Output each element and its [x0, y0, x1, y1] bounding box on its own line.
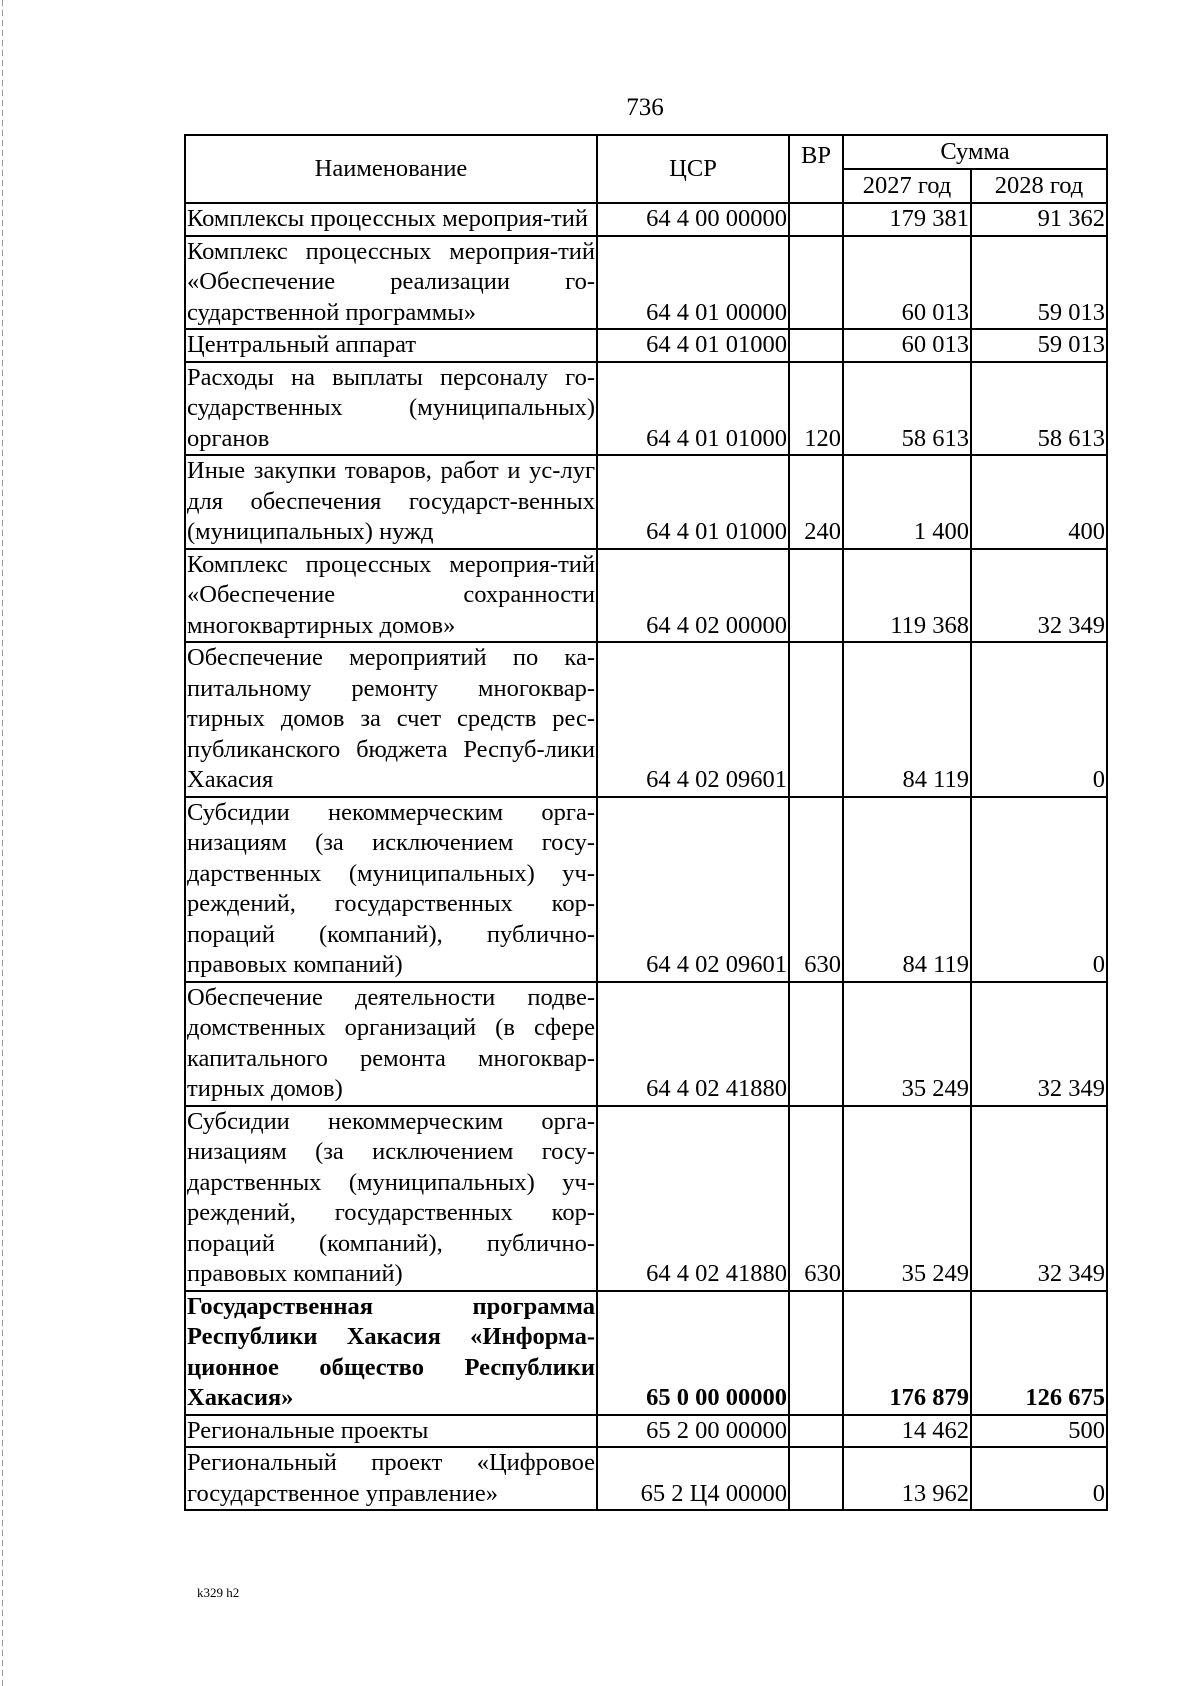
row-name-cell: Обеспечение деятельности подве-домственных организаций (в сфере капитального ремонта многоквар-тирных домов) — [185, 982, 597, 1106]
row-2027-cell: 60 013 — [843, 329, 971, 362]
row-vr-cell: 630 — [789, 797, 843, 982]
row-name-cell: Обеспечение мероприятий по ка-питальному ремонту многоквар-тирных домов за счет средств рес-публиканского бюджета Респуб-лики Хакасия — [185, 642, 597, 797]
row-2027-cell: 58 613 — [843, 362, 971, 456]
row-csr-cell: 64 4 02 09601 — [597, 797, 789, 982]
table-row — [185, 1106, 1107, 1291]
table-header — [185, 135, 1107, 203]
row-2027-cell: 14 462 — [843, 1415, 971, 1448]
row-name-cell: Комплексы процессных мероприя-тий — [185, 203, 597, 236]
row-csr-cell: 64 4 02 00000 — [597, 549, 789, 643]
row-vr-cell — [789, 549, 843, 643]
row-2027-cell: 179 381 — [843, 203, 971, 236]
header-name: Наименование — [185, 135, 597, 203]
row-name-cell: Центральный аппарат — [185, 329, 597, 362]
row-csr-cell: 64 4 02 09601 — [597, 642, 789, 797]
row-2027-cell: 13 962 — [843, 1447, 971, 1510]
row-2027-cell: 35 249 — [843, 1106, 971, 1291]
row-csr-cell: 65 0 00 00000 — [597, 1291, 789, 1415]
row-2027-cell: 35 249 — [843, 982, 971, 1106]
row-vr-cell: 240 — [789, 455, 843, 549]
header-row-top — [185, 135, 1107, 169]
table-row — [185, 549, 1107, 643]
row-vr-cell — [789, 982, 843, 1106]
table-row — [185, 1291, 1107, 1415]
footer-code: k329 h2 — [197, 1585, 240, 1600]
row-vr-cell — [789, 1447, 843, 1510]
row-csr-cell: 64 4 02 41880 — [597, 1106, 789, 1291]
row-vr-cell — [789, 1415, 843, 1448]
row-2028-cell: 59 013 — [971, 329, 1107, 362]
row-2028-cell: 0 — [971, 642, 1107, 797]
table-row — [185, 455, 1107, 549]
row-2027-cell: 84 119 — [843, 642, 971, 797]
row-2028-cell: 58 613 — [971, 362, 1107, 456]
row-2027-cell: 176 879 — [843, 1291, 971, 1415]
table-row — [185, 642, 1107, 797]
row-vr-cell — [789, 236, 843, 330]
row-csr-cell: 64 4 00 00000 — [597, 203, 789, 236]
row-2028-cell: 32 349 — [971, 549, 1107, 643]
row-name-cell: Государственная программа Республики Хакасия «Информа-ционное общество Республики Хакасия» — [185, 1291, 597, 1415]
table-row — [185, 982, 1107, 1106]
row-name-cell: Комплекс процессных мероприя-тий «Обеспечение сохранности многоквартирных домов» — [185, 549, 597, 643]
row-vr-cell: 120 — [789, 362, 843, 456]
row-vr-cell: 630 — [789, 1106, 843, 1291]
table-row — [185, 203, 1107, 236]
row-csr-cell: 65 2 Ц4 00000 — [597, 1447, 789, 1510]
row-name-cell: Иные закупки товаров, работ и ус-луг для обеспечения государст-венных (муниципальных) нужд — [185, 455, 597, 549]
table-row — [185, 1415, 1107, 1448]
row-2028-cell: 91 362 — [971, 203, 1107, 236]
row-2028-cell: 0 — [971, 1447, 1107, 1510]
row-name-cell: Расходы на выплаты персоналу го-сударственных (муниципальных) органов — [185, 362, 597, 456]
page-number: 736 — [626, 94, 664, 121]
row-2028-cell: 400 — [971, 455, 1107, 549]
row-2028-cell: 32 349 — [971, 1106, 1107, 1291]
table-row — [185, 1447, 1107, 1510]
row-name-cell: Региональный проект «Цифровое государственное управление» — [185, 1447, 597, 1510]
header-year-2028: 2028 год — [971, 169, 1107, 203]
row-csr-cell: 64 4 01 01000 — [597, 455, 789, 549]
row-name-cell: Субсидии некоммерческим орга-низациям (за исключением госу-дарственных (муниципальных) уч-реждений, государственных кор-пораций (компаний), публично-правовых компаний) — [185, 797, 597, 982]
row-csr-cell: 64 4 01 01000 — [597, 362, 789, 456]
row-2028-cell: 32 349 — [971, 982, 1107, 1106]
row-vr-cell — [789, 1291, 843, 1415]
row-csr-cell: 64 4 01 01000 — [597, 329, 789, 362]
row-2027-cell: 119 368 — [843, 549, 971, 643]
row-2028-cell: 500 — [971, 1415, 1107, 1448]
row-csr-cell: 65 2 00 00000 — [597, 1415, 789, 1448]
budget-table — [184, 134, 1108, 1511]
header-csr: ЦСР — [597, 135, 789, 203]
row-name-cell: Региональные проекты — [185, 1415, 597, 1448]
row-vr-cell — [789, 203, 843, 236]
table-row — [185, 329, 1107, 362]
row-vr-cell — [789, 329, 843, 362]
row-csr-cell: 64 4 02 41880 — [597, 982, 789, 1106]
header-year-2027: 2027 год — [843, 169, 971, 203]
header-vr: ВР — [789, 135, 843, 203]
row-2027-cell: 84 119 — [843, 797, 971, 982]
row-vr-cell — [789, 642, 843, 797]
row-csr-cell: 64 4 01 00000 — [597, 236, 789, 330]
row-2028-cell: 59 013 — [971, 236, 1107, 330]
table-row — [185, 797, 1107, 982]
row-name-cell: Субсидии некоммерческим орга-низациям (за исключением госу-дарственных (муниципальных) уч-реждений, государственных кор-пораций (компаний), публично-правовых компаний) — [185, 1106, 597, 1291]
table-body — [185, 203, 1107, 1510]
row-2028-cell: 0 — [971, 797, 1107, 982]
table-row — [185, 362, 1107, 456]
row-2027-cell: 1 400 — [843, 455, 971, 549]
table-row — [185, 236, 1107, 330]
row-2027-cell: 60 013 — [843, 236, 971, 330]
scan-margin-line — [2, 0, 3, 1686]
header-sum: Сумма — [843, 135, 1107, 169]
row-2028-cell: 126 675 — [971, 1291, 1107, 1415]
row-name-cell: Комплекс процессных мероприя-тий «Обеспечение реализации го-сударственной программы» — [185, 236, 597, 330]
